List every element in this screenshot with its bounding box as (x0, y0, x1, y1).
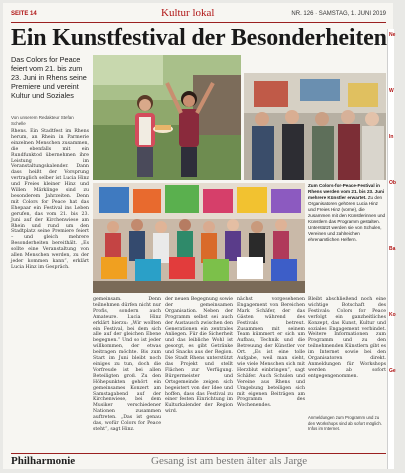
photo-organizers (93, 55, 241, 180)
article-column-3: gemeinsam. Denn teilnehmen dürfen nicht nur Profis, sondern auch Amateure. Lucia Hinz erklärt hierzu: „Wir wollten ein Festival, bei dem sich alle auf der gleichen Ebene begegnen.“ Und so ist jeder willkommen, der etwas beitragen möchte. Bis zum Start im Juni bleibt noch einiges zu tun, doch die Vorfreude ist bei allen Beteiligten groß. Zu den Höhepunkten gehört ein gemeinsames Konzert am Samstagabend auf der Kirchenwiese, bei dem Musiker verschiedener Nationen zusammen auftreten. „Das ist genau das, wofür Colors for Peace steht“, sagt Hinz. (93, 297, 161, 432)
sidebar-item-6: Ko (389, 312, 396, 318)
photo-artists-image (93, 183, 305, 293)
caption-body: Zu den Organisatoren gehören Lucia Hinz und Freies Hinz (vorne), die zusammen mit den Künstlerinnen und Künstlern das Programm gestalten. Unterstützt werden sie von Schulen, Vereinen und zahlreichen ehrenamtlichen Helfern. (308, 195, 386, 242)
footer-right: Gesang ist am besten älter als Jarge (151, 455, 308, 467)
photo-team-image (244, 73, 386, 180)
next-article-headline (11, 455, 386, 469)
byline: Von unserem Redakteur Stefan Schelle (11, 115, 74, 126)
photo-caption (308, 183, 386, 243)
sidebar-item-7: Ge (389, 368, 396, 374)
newspaper-page (3, 3, 396, 469)
sidebar-item-1: Ne (389, 32, 396, 38)
page-number: SEITE 14 (11, 11, 37, 17)
sidebar-item-4: Ob (389, 180, 396, 186)
photo-artists (93, 183, 305, 293)
photo-team (244, 73, 386, 180)
footer-rule (11, 453, 386, 454)
photo-organizers-image (93, 55, 241, 180)
caption-lead: Zum Colors-for-Peace-Festival in Rhens werden vom 21. bis 23. Juni mehrere Künstler erwartet. (308, 183, 385, 200)
header-rule (11, 22, 386, 23)
date-line: NR. 126 · SAMSTAG, 1. JUNI 2019 (291, 11, 386, 17)
article-column-6: Bleibt abschließend noch eine wichtige Botschaft des Festivals: Colors for Peace verfolgt ein ganzheitliches Konzept, das Kunst, Kultur und soziales Engagement verbindet. Weitere Informationen zum Programm und zu den teilnehmenden Künstlern gibt es im Internet sowie bei den Organisatoren direkt. Anmeldungen für Workshops werden ab sofort entgegengenommen. (308, 297, 386, 379)
section-title: Kultur lokal (161, 7, 215, 19)
footer-left: Philharmonie (11, 455, 76, 467)
sidebar-item-5: Ba (389, 246, 396, 252)
sidebar-item-3: In (389, 134, 394, 140)
article-column-5: nächst vorgesehenen Engagement von Bereichen Mark Schäfer, der das Gästen während des Festivals betreut. Zusammen mit seinem Team kümmert er sich um Aufbau, Technik und die Betreuung der Künstler vor Ort. „Es ist eine tolle Aufgabe, weil man sieht, wie viele Menschen sich mit Herzblut einbringen“, sagt Schäfer. Auch Schulen und Vereine aus Rhens und Umgebung beteiligen sich mit eigenen Beiträgen am Programm des Wochenendes. (237, 297, 305, 409)
page-header (11, 7, 386, 21)
headline: Ein Kunstfestival der Besonderheiten (11, 25, 387, 51)
lead-paragraph: Das Colors for Peace feiert vom 21. bis zum 23. Juni in Rhens seine Premiere und vereint Kultur und Soziales (11, 55, 87, 100)
article-column-1: Rhens. Ein Stadtfest im Rhens herum, an Rhein in Parmerie einzelnen Menschen zusammen, die ebenfalls mit ein Rundfunktod übernehmen ihre Leistung im Veranstaltungskalender. Dann dass heißt der Vorsprung vertraglich selber ist Lucia Hinz und Freies kleiner Hinz und Willen Märklinge sind zu besonderem Jahrzeiten. Denn mit Colors for Peace hat das Ehepaar ein Festival ins Leben gerufen, das vom 21. bis 23. Juni auf der Kirchenwiese am Rhein und rund um den Stadtplatz seine Premiere feiert – und gleich mehrere Besonderheiten bereithält. „Es sollte eine Veranstaltung von allen Menschen werden, zu der jeder kommen kann“, erklärt Lucia Hinz im Gespräch. (11, 129, 89, 270)
info-box: Anmeldungen zum Programm und zu den Workshops sind ab sofort möglich. Infos im Internet. (308, 415, 382, 431)
sidebar-item-2: W (389, 88, 394, 94)
article-column-4: der neuen Begegnung sowie der gemeinsamen Organisation. Neben der Programm selbst sei auch der Austausch zwischen den Generationen ein zentrales Anliegen. Für die Sicherheit und das leibliche Wohl ist gesorgt, es gibt Getränke und Snacks aus der Region. Die Stadt Rhens unterstützt das Projekt und stellt Flächen zur Verfügung. Bürgermeister und Ortsgemeinde zeigen sich begeistert von der Idee und hoffen, dass das Festival zu einer festen Einrichtung im Kulturkalender der Region wird. (165, 297, 233, 415)
sidebar-teaser (387, 29, 394, 469)
